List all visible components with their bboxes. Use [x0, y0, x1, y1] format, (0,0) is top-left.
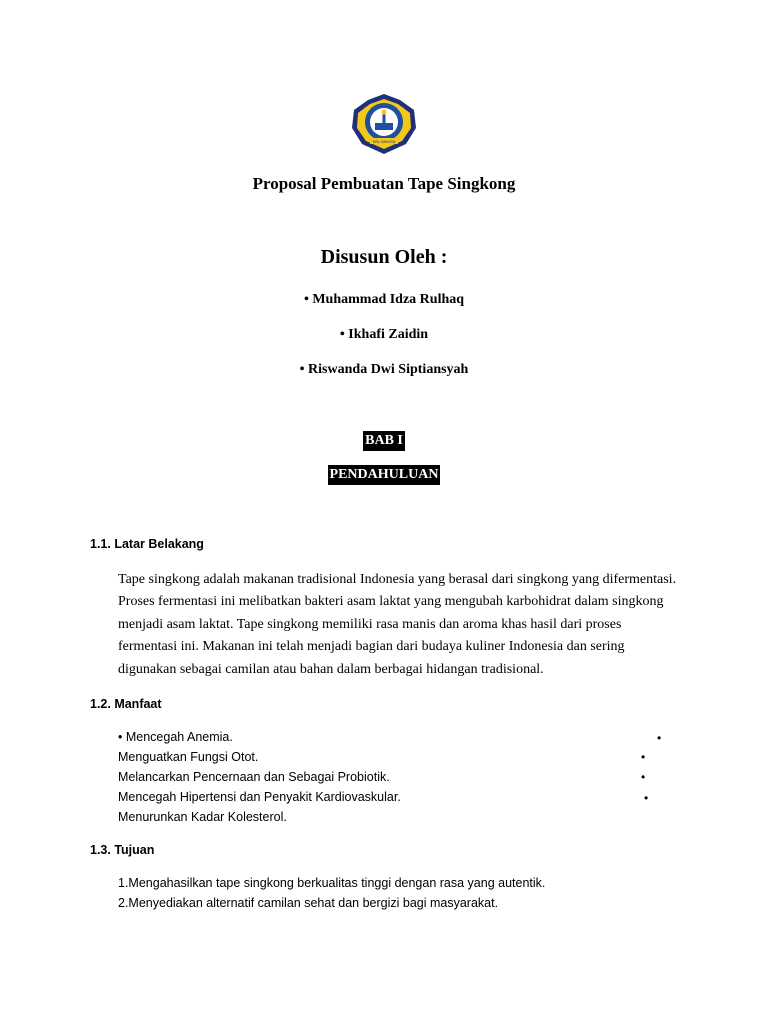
manfaat-item: Menguatkan Fungsi Otot. — [118, 750, 259, 764]
stray-bullet: • — [641, 770, 646, 784]
chapter-title: PENDAHULUAN — [328, 465, 441, 485]
tujuan-item: 2.Menyediakan alternatif camilan sehat dan bergizi bagi masyarakat. — [118, 896, 499, 910]
author-item: • Riswanda Dwi Siptiansyah — [299, 362, 469, 377]
manfaat-item: Melancarkan Pencernaan dan Sebagai Probiotik. — [118, 770, 390, 784]
latar-belakang-paragraph — [118, 569, 678, 681]
section-heading-manfaat: 1.2. Manfaat — [90, 697, 162, 711]
paragraph-line: fermentasi ini. Makanan ini telah menjadi bagian dari budaya kuliner Indonesia dan sering — [118, 639, 625, 655]
author-item: • Ikhafi Zaidin — [339, 327, 429, 342]
author-item: • Muhammad Idza Rulhaq — [303, 292, 465, 307]
section-heading-tujuan: 1.3. Tujuan — [90, 843, 155, 857]
stray-bullet: • — [641, 750, 646, 764]
section-heading-latar-belakang: 1.1. Latar Belakang — [90, 537, 204, 551]
chapter-number-wrap — [0, 431, 768, 451]
document-title: Proposal Pembuatan Tape Singkong — [252, 174, 516, 193]
chapter-title-wrap — [0, 465, 768, 485]
chapter-number: BAB I — [363, 431, 405, 451]
stray-bullet: • — [657, 731, 662, 745]
paragraph-line: digunakan sebagai camilan atau bahan dalam berbagai hidangan tradisional. — [118, 661, 544, 677]
manfaat-item: Menurunkan Kadar Kolesterol. — [118, 810, 287, 824]
logo-text: MTs SWASTA — [372, 139, 396, 144]
document-subtitle: Disusun Oleh : — [320, 246, 448, 268]
manfaat-item: Mencegah Hipertensi dan Penyakit Kardiovaskular. — [118, 790, 401, 804]
paragraph-line: menjadi asam laktat. Tape singkong memiliki rasa manis dan aroma khas hasil dari proses — [118, 616, 622, 632]
tujuan-item: 1.Mengahasilkan tape singkong berkualitas tinggi dengan rasa yang autentik. — [118, 876, 546, 890]
paragraph-line: Proses fermentasi ini melibatkan bakteri asam laktat yang mengubah karbohidrat dalam singkong — [118, 594, 664, 610]
paragraph-line: Tape singkong adalah makanan tradisional Indonesia yang berasal dari singkong yang difermentasi. — [118, 572, 677, 587]
stray-bullet: • — [644, 791, 649, 805]
manfaat-item: • Mencegah Anemia. — [118, 730, 233, 744]
school-logo — [348, 92, 420, 156]
